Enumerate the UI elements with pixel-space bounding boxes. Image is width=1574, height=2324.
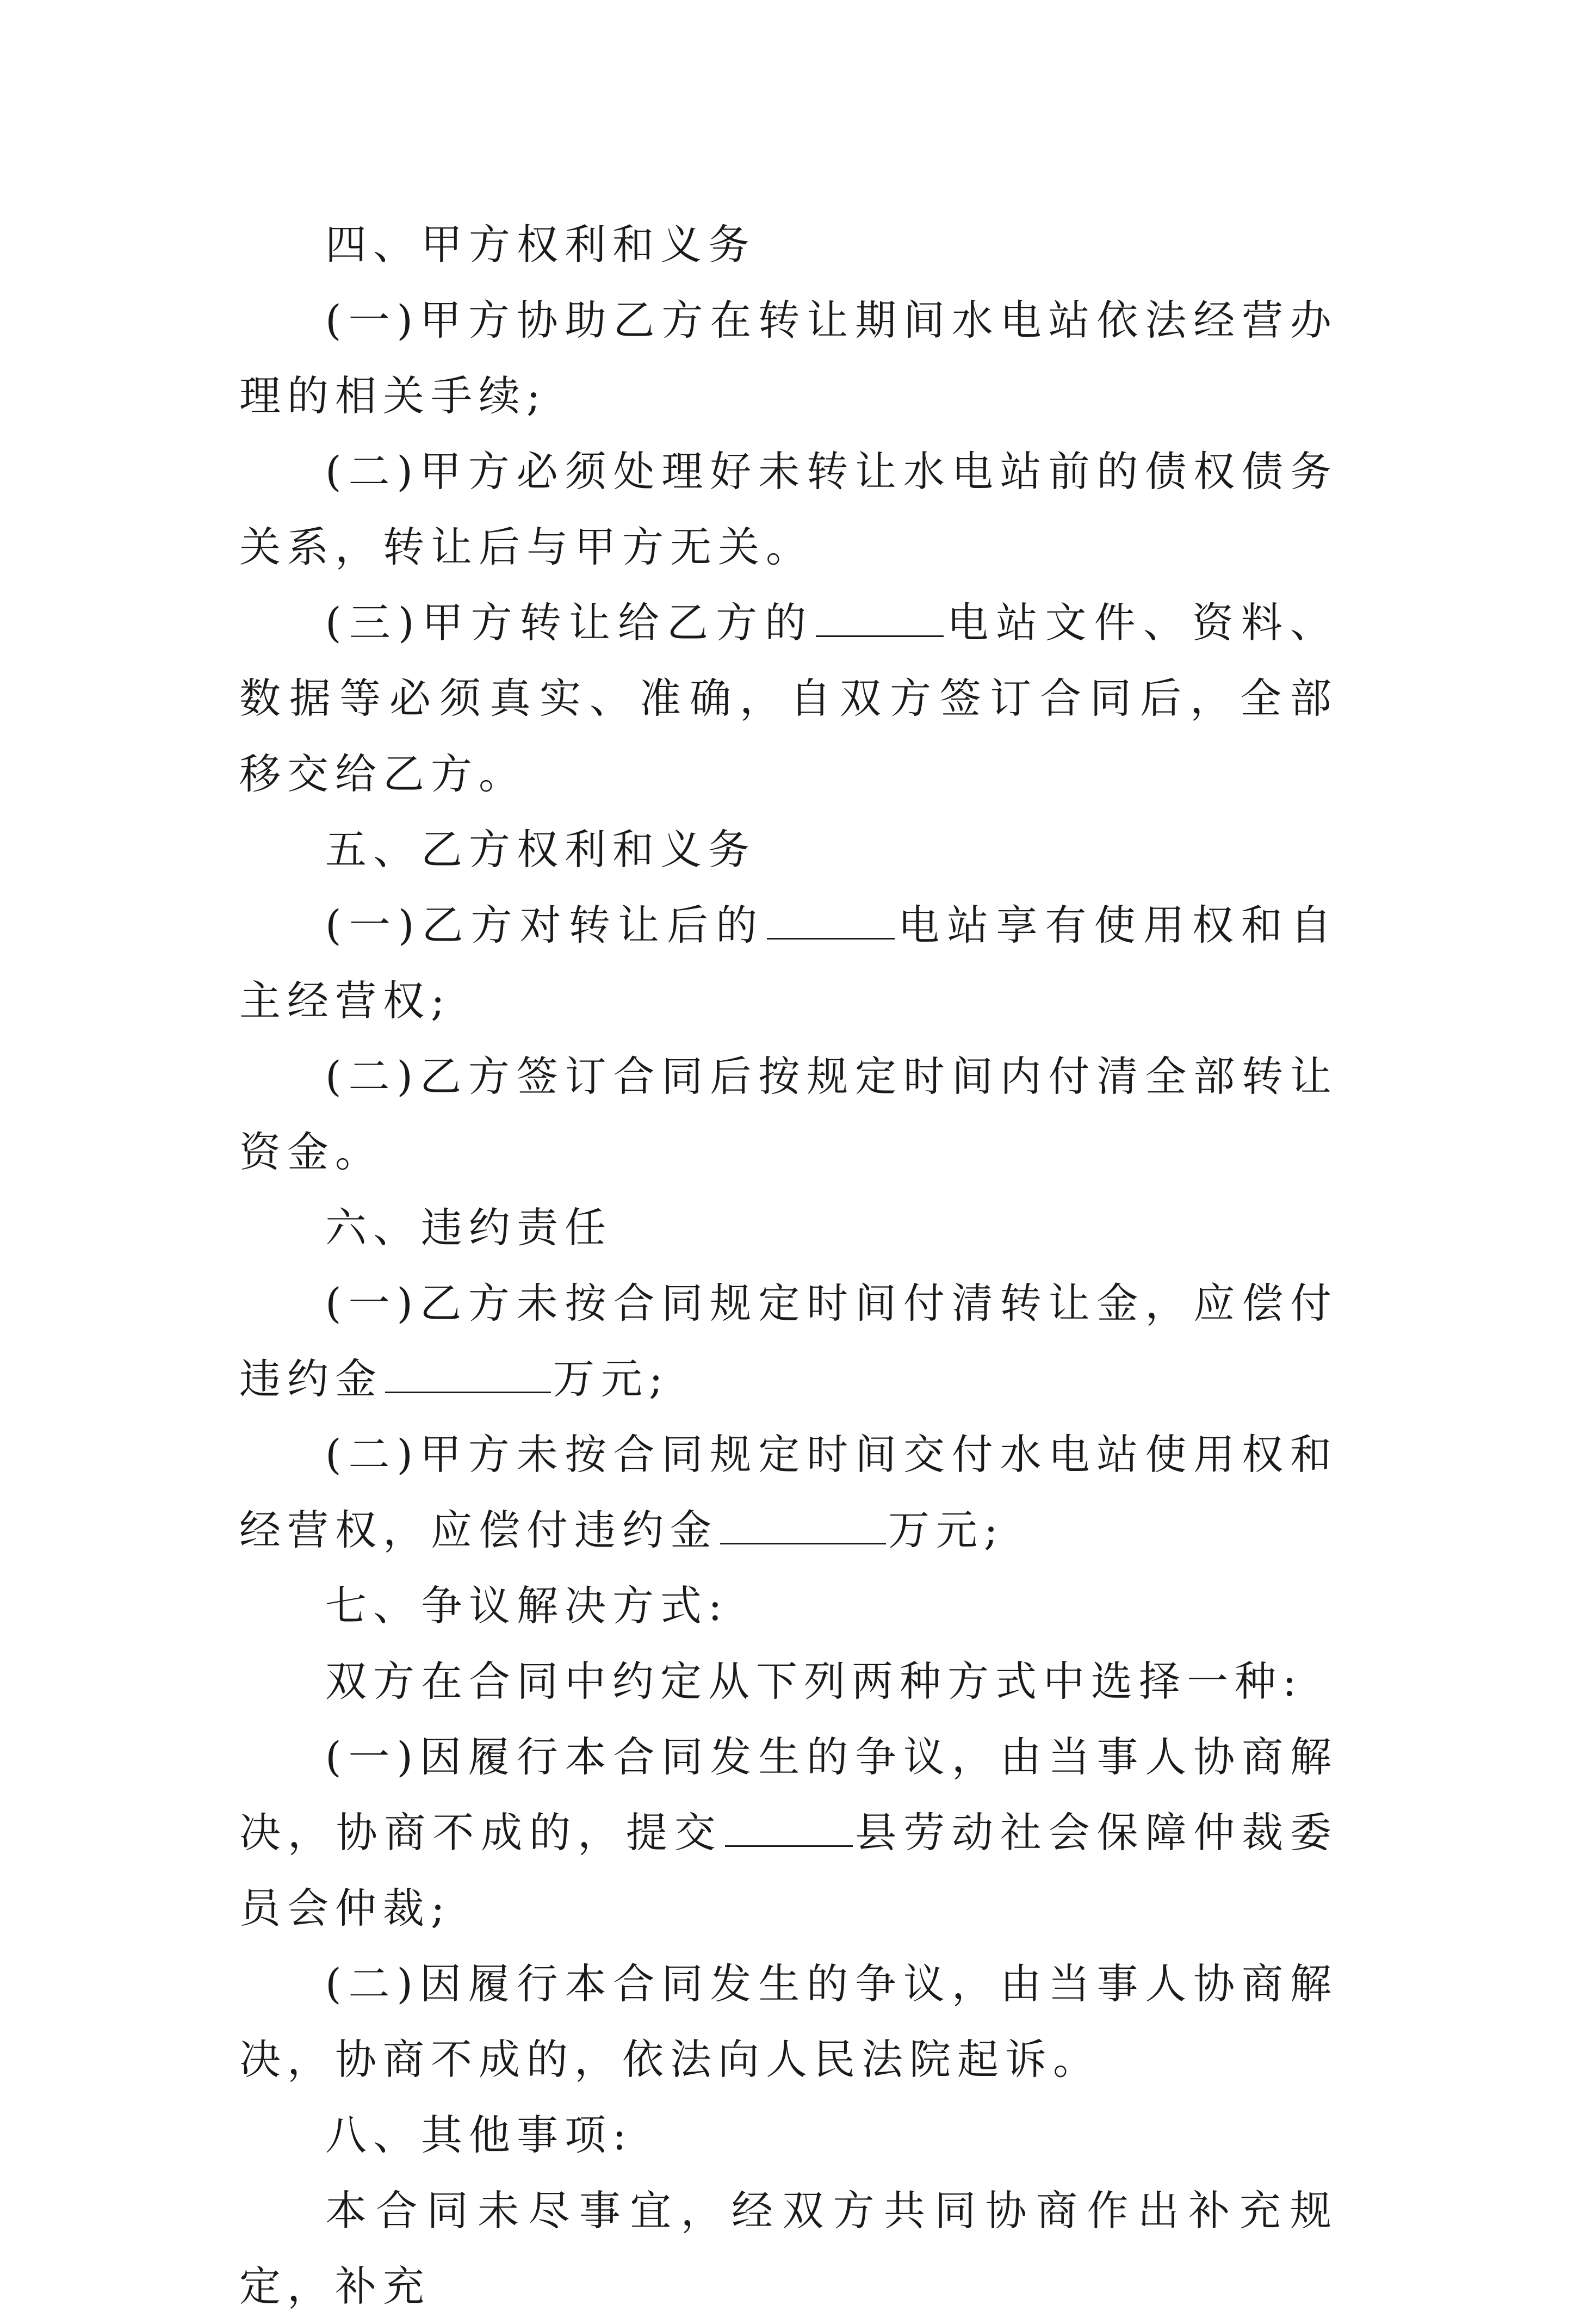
section-heading-8-text: 八、其他事项: [325, 2111, 633, 2159]
clause-6-2-text-before: (二)甲方未按合同规定时间交付水电站使用权和经营权，应偿付违约金 [239, 1430, 1338, 1554]
fill-in-blank[interactable] [767, 899, 895, 940]
section-heading-6-text: 六、违约责任 [325, 1203, 612, 1252]
clause-4-1 [239, 282, 1338, 434]
fill-in-blank[interactable] [725, 1806, 853, 1847]
clause-5-1-text-after: 电站享有使用权和自主经营权; [239, 901, 1338, 1025]
document-body [239, 207, 1338, 2324]
section-heading-7 [239, 1568, 1338, 1643]
clause-5-1-text-before: (一)乙方对转让后的 [325, 901, 765, 949]
section-heading-4-text: 四、甲方权利和义务 [325, 220, 756, 269]
clause-7-1-text-after: 县劳动社会保障仲裁委员会仲裁; [239, 1808, 1338, 1932]
section-heading-5 [239, 812, 1338, 887]
clause-7-2-text: (二)因履行本合同发生的争议，由当事人协商解决，协商不成的，依法向人民法院起诉。 [239, 1960, 1338, 2084]
clause-6-2-text-after: 万元; [888, 1506, 1005, 1554]
clause-7-intro [239, 1643, 1338, 1719]
section-heading-4 [239, 207, 1338, 282]
clause-7-intro-text: 双方在合同中约定从下列两种方式中选择一种: [325, 1657, 1303, 1705]
clause-4-1-text: (一)甲方协助乙方在转让期间水电站依法经营办理的相关手续; [239, 296, 1338, 420]
section-heading-5-text: 五、乙方权利和义务 [325, 825, 756, 874]
clause-5-2-text: (二)乙方签订合同后按规定时间内付清全部转让资金。 [239, 1052, 1338, 1176]
clause-8-1 [239, 2173, 1338, 2324]
clause-7-1 [239, 1719, 1338, 1946]
section-heading-7-text: 七、争议解决方式: [325, 1581, 729, 1630]
clause-4-3 [239, 585, 1338, 812]
clause-7-2 [239, 1946, 1338, 2097]
clause-8-1-text: 本合同未尽事宜，经双方共同协商作出补充规定，补充 [239, 2186, 1338, 2310]
fill-in-blank[interactable] [385, 1352, 551, 1393]
section-heading-6 [239, 1190, 1338, 1265]
section-heading-8 [239, 2097, 1338, 2173]
clause-4-3-text-after: 电站文件、资料、数据等必须真实、准确，自双方签订合同后，全部移交给乙方。 [239, 598, 1338, 798]
clause-6-1-text-after: 万元; [553, 1355, 670, 1403]
clause-7-1-text-before: (一)因履行本合同发生的争议，由当事人协商解决，协商不成的，提交 [239, 1733, 1338, 1857]
clause-6-1-text-before: (一)乙方未按合同规定时间付清转让金，应偿付违约金 [239, 1279, 1338, 1403]
clause-5-2 [239, 1039, 1338, 1190]
clause-4-2 [239, 434, 1338, 585]
fill-in-blank[interactable] [816, 596, 944, 637]
clause-4-2-text: (二)甲方必须处理好未转让水电站前的债权债务关系，转让后与甲方无关。 [239, 447, 1338, 571]
clause-6-1 [239, 1265, 1338, 1417]
clause-4-3-text-before: (三)甲方转让给乙方的 [325, 598, 814, 647]
clause-6-2 [239, 1417, 1338, 1568]
fill-in-blank[interactable] [720, 1504, 886, 1544]
clause-5-1 [239, 887, 1338, 1039]
